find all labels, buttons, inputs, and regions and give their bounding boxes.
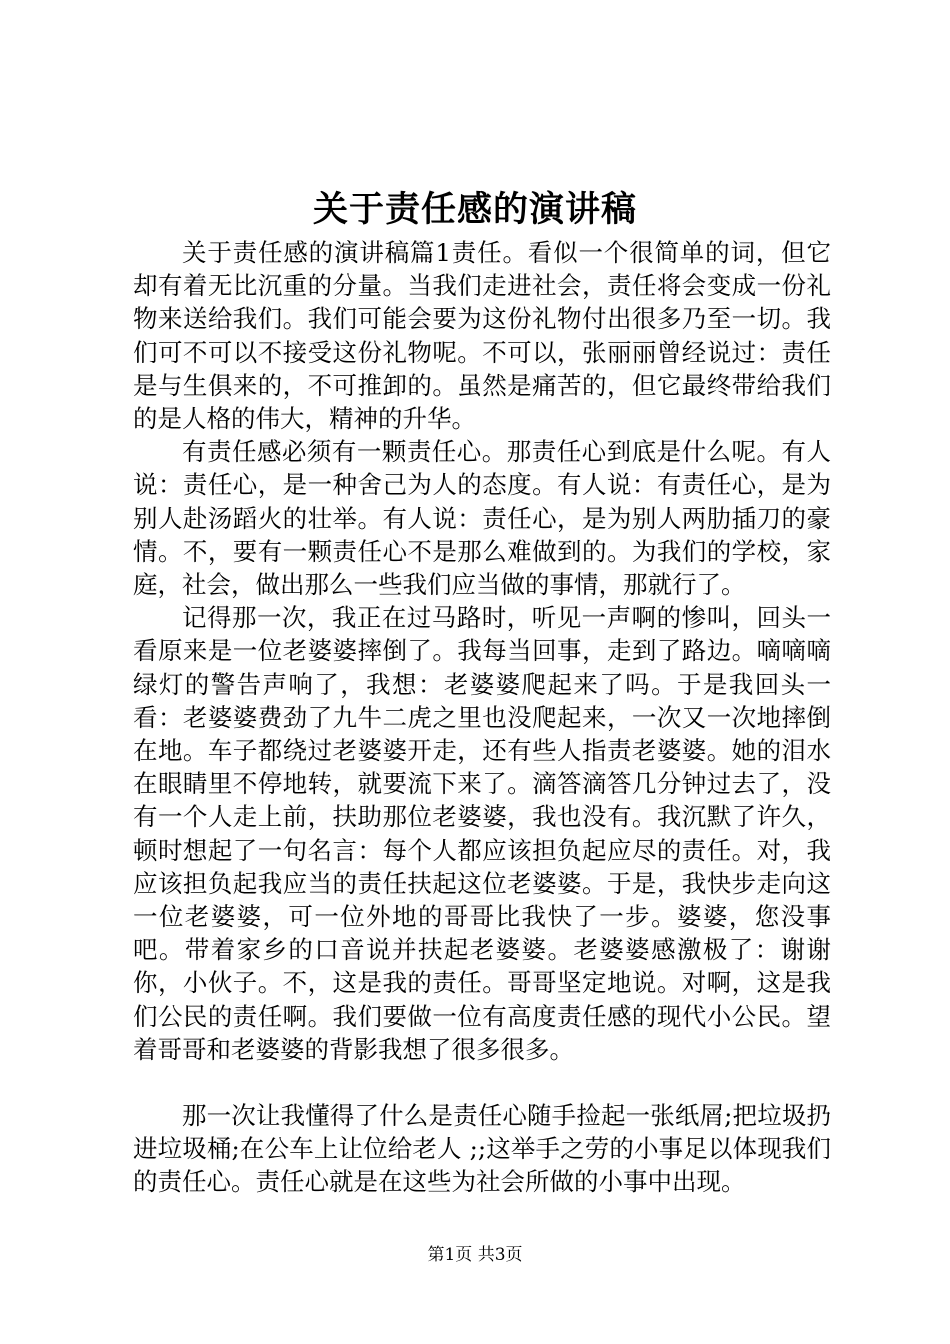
- paragraph-1: 关于责任感的演讲稿篇1责任。看似一个很简单的词，但它却有着无比沉重的分量。当我们走进社会，责任将会变成一份礼物来送给我们。我们可能会要为这份礼物付出很多乃至一切。我们可不可以不接受这份礼物呢。不可以，张丽丽曾经说过：责任是与生俱来的，不可推卸的。虽然是痛苦的，但它最终带给我们的是人格的伟大，精神的升华。: [133, 238, 831, 434]
- document-body: [133, 236, 831, 1199]
- paragraph-2: 有责任感必须有一颗责任心。那责任心到底是什么呢。有人说：责任心，是一种舍己为人的态度。有人说：有责任心，是为别人赴汤蹈火的壮举。有人说：责任心，是为别人两肋插刀的豪情。不，要有一颗责任心不是那么难做到的。为我们的学校，家庭，社会，做出那么一些我们应当做的事情，那就行了。: [133, 437, 831, 600]
- paragraph-3: 记得那一次，我正在过马路时，听见一声啊的惨叫，回头一看原来是一位老婆婆摔倒了。我每当回事，走到了路边。嘀嘀嘀绿灯的警告声响了，我想：老婆婆爬起来了吗。于是我回头一看：老婆婆费劲了九牛二虎之里也没爬起来，一次又一次地摔倒在地。车子都绕过老婆婆开走，还有些人指责老婆婆。她的泪水在眼睛里不停地转，就要流下来了。滴答滴答几分钟过去了，没有一个人走上前，扶助那位老婆婆，我也没有。我沉默了许久，顿时想起了一句名言：每个人都应该担负起应尽的责任。对，我应该担负起我应当的责任扶起这位老婆婆。于是，我快步走向这一位老婆婆，可一位外地的哥哥比我快了一步。婆婆，您没事吧。带着家乡的口音说并扶起老婆婆。老婆婆感激极了：谢谢你，小伙子。不，这是我的责任。哥哥坚定地说。对啊，这是我们公民的责任啊。我们要做一位有高度责任感的现代小公民。望着哥哥和老婆婆的背影我想了很多很多。: [133, 603, 831, 1064]
- paragraph-4: 那一次让我懂得了什么是责任心随手捡起一张纸屑;把垃圾扔进垃圾桶;在公车上让位给老人 ;;这举手之劳的小事足以体现我们的责任心。责任心就是在这些为社会所做的小事中出现。: [133, 1101, 831, 1197]
- page-footer: 第1页 共3页: [427, 1245, 523, 1265]
- document-title: 关于责任感的演讲稿: [312, 189, 637, 230]
